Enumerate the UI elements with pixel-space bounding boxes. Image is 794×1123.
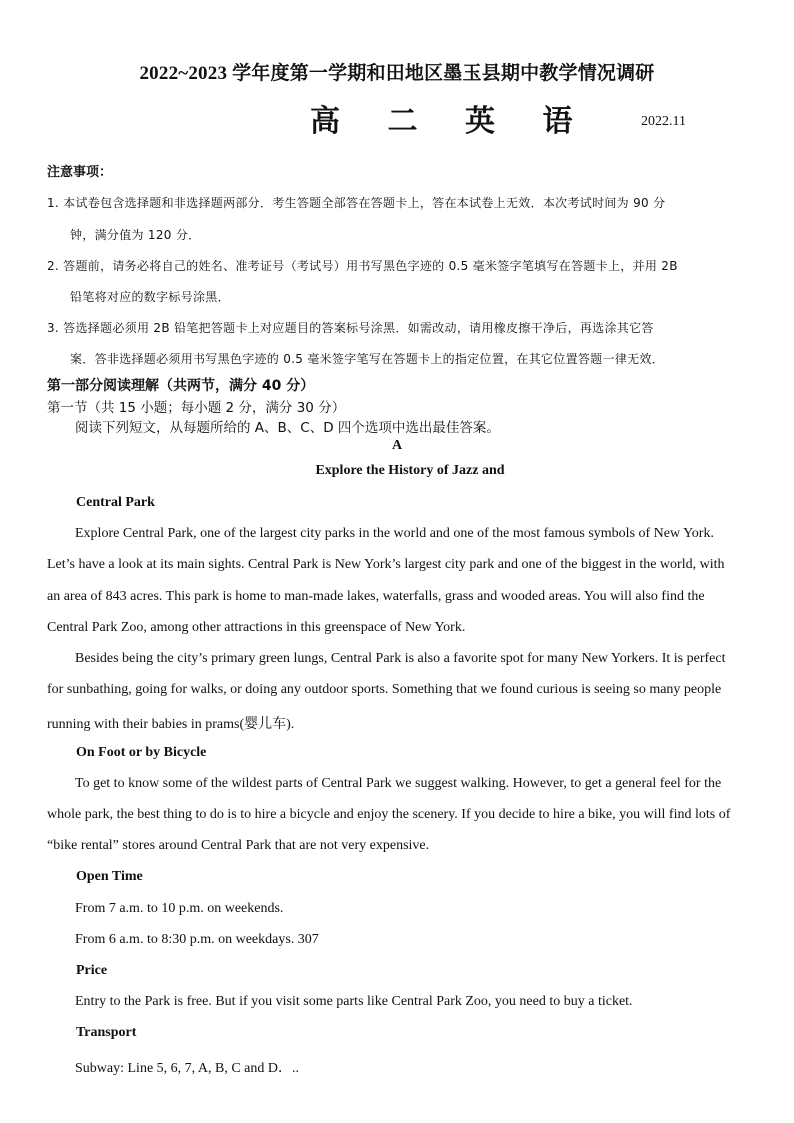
notice-line: 钟，满分值为 120 分． — [70, 228, 201, 242]
passage-subtitle: Central Park — [76, 495, 155, 510]
paragraph-line: an area of 843 acres. This park is home to man-made lakes, waterfalls, grass and wooded areas. You will also find the — [47, 589, 705, 604]
notice-line: 2. 答题前，请务必将自己的姓名、准考证号（考试号）用书写黑色字迹的 0.5 毫米签字笔填写在答题卡上，并用 2B — [47, 259, 678, 273]
passage-title: Explore the History of Jazz and — [315, 463, 505, 478]
subject-title: 高 二 英 语 — [310, 105, 593, 138]
paragraph-line: Let’s have a look at its main sights. Central Park is New York’s largest city park and one of the biggest in the world, with — [47, 557, 725, 572]
paragraph-line: Explore Central Park, one of the largest city parks in the world and one of the most famous symbols of New York. — [75, 526, 714, 541]
transport-line: Subway: Line 5, 6, 7, A, B, C and D．.. — [75, 1061, 299, 1076]
notice-line: 3. 答选择题必须用 2B 铅笔把答题卡上对应题目的答案标号涂黑．如需改动，请用橡皮擦干净后，再选涂其它答 — [47, 321, 654, 335]
exam-title: 2022~2023 学年度第一学期和田地区墨玉县期中教学情况调研 — [139, 63, 655, 84]
section-heading-foot: On Foot or by Bicycle — [76, 745, 207, 760]
open-time-line: From 7 a.m. to 10 p.m. on weekends. — [75, 901, 284, 916]
passage-letter: A — [391, 438, 403, 453]
paragraph-line: whole park, the best thing to do is to hire a bicycle and enjoy the scenery. If you decide to hire a bike, you will find lots of — [47, 807, 731, 822]
paragraph-line: running with their babies in prams(婴儿车). — [47, 717, 295, 732]
part-heading: 第一部分阅读理解（共两节，满分 40 分） — [47, 378, 315, 394]
notice-line: 案．答非选择题必须用书写黑色字迹的 0.5 毫米签字笔写在答题卡上的指定位置，在其它位置答题一律无效． — [70, 352, 665, 366]
paragraph-line: Besides being the city’s primary green lungs, Central Park is also a favorite spot for many New Yorkers. It is perfect — [75, 651, 726, 666]
paragraph-line: for sunbathing, going for walks, or doing any outdoor sports. Something that we found curious is seeing so many people — [47, 682, 722, 697]
instruction-text: 阅读下列短文，从每题所给的 A、B、C、D 四个选项中选出最佳答案。 — [75, 420, 500, 436]
section-heading-open-time: Open Time — [76, 869, 143, 884]
paragraph-line: “bike rental” stores around Central Park that are not very expensive. — [47, 838, 430, 853]
section-heading: 第一节（共 15 小题；每小题 2 分，满分 30 分） — [47, 400, 346, 416]
notice-line: 铅笔将对应的数字标号涂黑． — [70, 290, 230, 304]
section-heading-transport: Transport — [76, 1025, 137, 1040]
price-line: Entry to the Park is free. But if you visit some parts like Central Park Zoo, you need to buy a ticket. — [75, 994, 633, 1009]
notice-line: 1. 本试卷包含选择题和非选择题两部分．考生答题全部答在答题卡上，答在本试卷上无效．本次考试时间为 90 分 — [47, 196, 666, 210]
open-time-line: From 6 a.m. to 8:30 p.m. on weekdays. 307 — [75, 932, 319, 947]
notice-heading: 注意事项： — [47, 165, 113, 180]
exam-date: 2022.11 — [641, 114, 686, 129]
paragraph-line: Central Park Zoo, among other attractions in this greenspace of New York. — [47, 620, 466, 635]
paragraph-line: To get to know some of the wildest parts of Central Park we suggest walking. However, to get a general feel for the — [75, 776, 722, 791]
section-heading-price: Price — [76, 963, 108, 978]
